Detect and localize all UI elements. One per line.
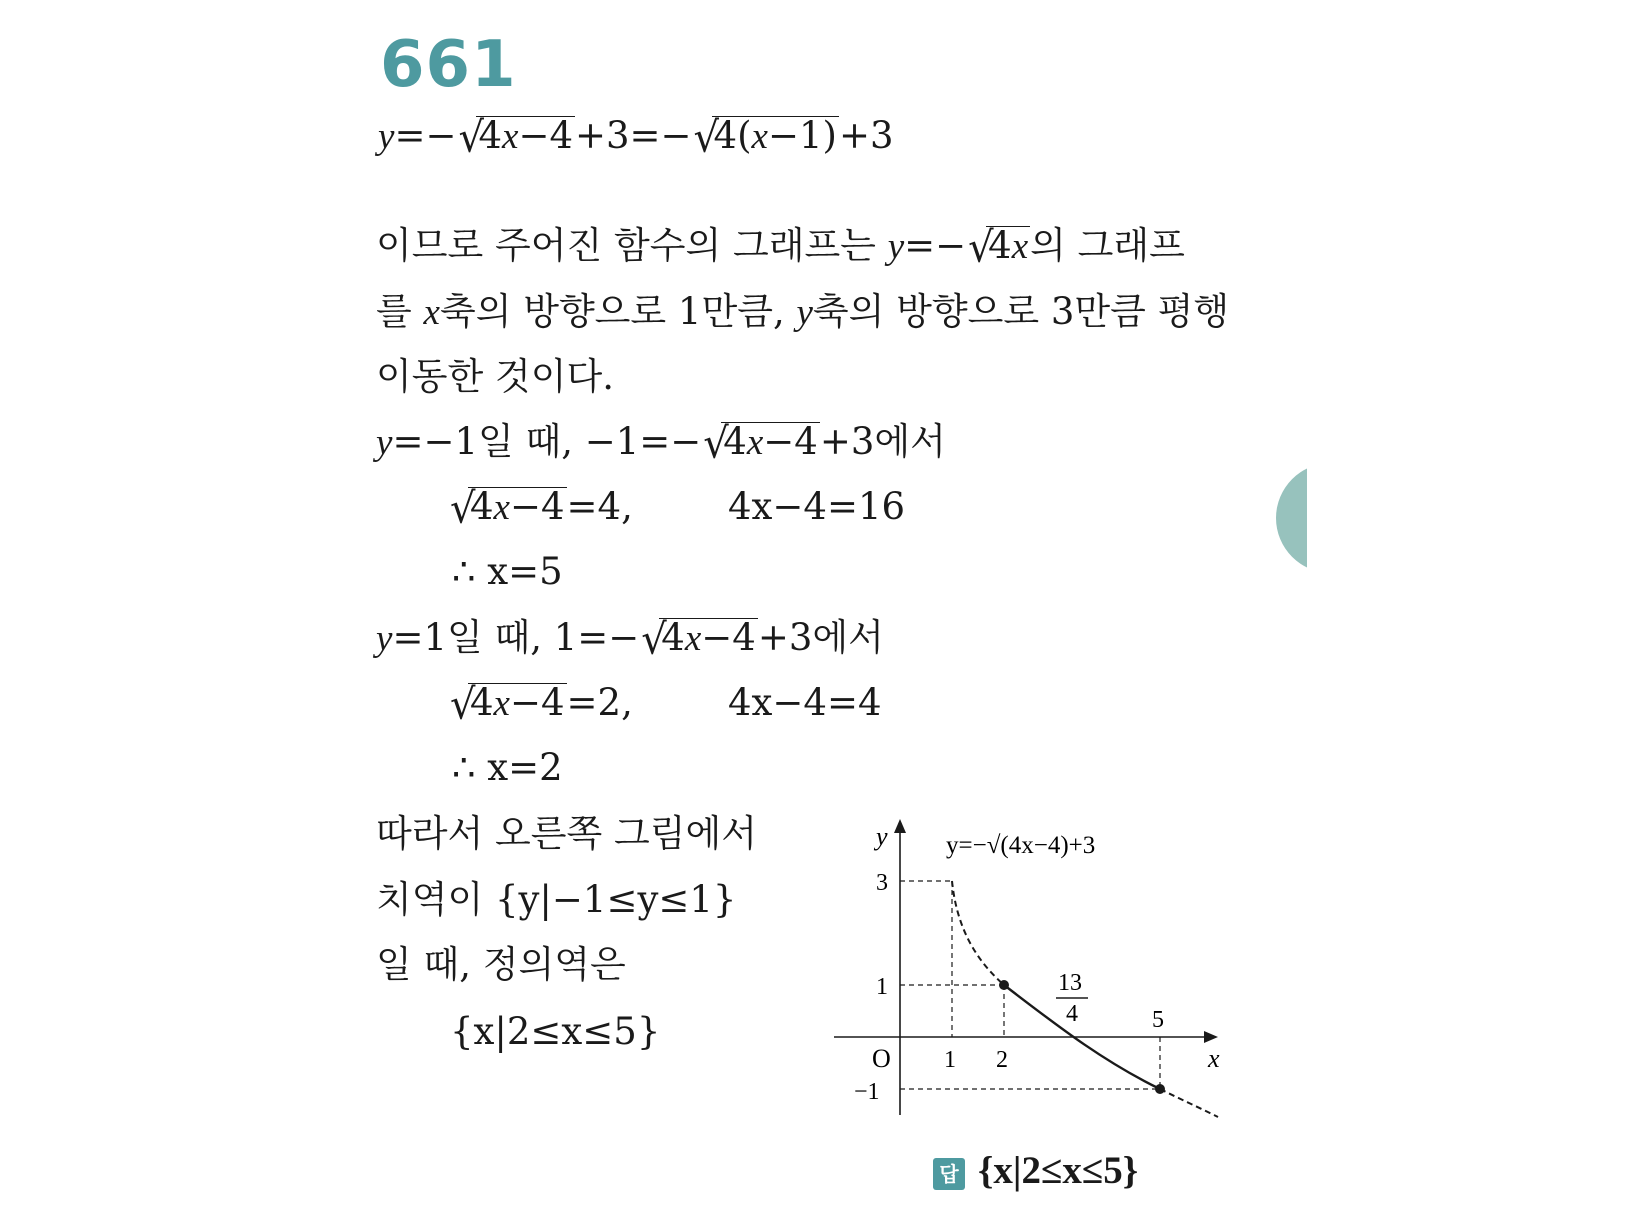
text-line-13: 일 때, 정의역은 — [376, 943, 626, 986]
text-line-8: y=1일 때, 1=− √ 4x−4+3에서 — [376, 615, 884, 665]
fraction-numerator: 13 — [1058, 970, 1082, 996]
text-line-11: 따라서 오른쪽 그림에서 — [376, 812, 757, 855]
text-line-6: √ 4x−4=4, — [450, 484, 633, 534]
text-line-5b: +3에서 — [819, 420, 946, 463]
text-line-9: √ 4x−4=2, — [450, 680, 633, 730]
text-line-3c: 축의 방향으로 3만큼 평행 — [812, 290, 1230, 333]
x-axis-arrow — [1204, 1031, 1218, 1043]
y-tick-m1: −1 — [854, 1079, 880, 1105]
origin-label: O — [872, 1044, 891, 1073]
text-line-2: 이므로 주어진 함수의 그래프는 y=− √ 4x의 그래프 — [376, 223, 1185, 273]
text-line-4: 이동한 것이다. — [376, 355, 614, 398]
y-axis-label: y — [876, 822, 888, 851]
x-tick-2: 2 — [996, 1047, 1008, 1073]
x-axis-label: x — [1208, 1044, 1220, 1073]
answer-badge: 답 — [933, 1158, 965, 1190]
x-tick-5: 5 — [1152, 1007, 1164, 1033]
function-graph — [830, 815, 1250, 1145]
text-line-8a: =1일 때, 1=− — [392, 616, 640, 659]
text-line-3b: 축의 방향으로 1만큼, — [439, 290, 785, 333]
problem-number: 661 — [380, 28, 517, 102]
point-2-1 — [999, 980, 1009, 990]
text-line-5a: =−1일 때, −1=− — [392, 420, 702, 463]
text-line-12: 치역이 {y|−1≤y≤1} — [376, 878, 737, 921]
y-axis-arrow — [894, 819, 906, 833]
curve-dashed-right — [1160, 1089, 1218, 1117]
point-5-m1 — [1155, 1084, 1165, 1094]
text-line-6a: =4, — [566, 485, 633, 528]
side-tab-marker — [1276, 463, 1386, 573]
text-line-9b: 4x−4=4 — [728, 681, 882, 724]
text-line-3a: 를 — [376, 290, 412, 333]
fraction-denominator: 4 — [1066, 1001, 1078, 1027]
graph-equation-label: y=−√(4x−4)+3 — [946, 832, 1096, 859]
y-tick-3: 3 — [876, 870, 888, 896]
text-line-6b: 4x−4=16 — [728, 485, 906, 528]
text-line-8b: +3에서 — [757, 616, 884, 659]
text-line-10: ∴ x=2 — [452, 746, 563, 789]
text-line-9a: =2, — [566, 681, 633, 724]
y-tick-1: 1 — [876, 974, 888, 1000]
text-line-7: ∴ x=5 — [452, 550, 563, 593]
equation-line-1: y=− √ 4x−4+3=− √ 4(x−1)+3 — [378, 113, 894, 163]
text-line-14: {x|2≤x≤5} — [450, 1010, 661, 1053]
curve-dashed-left — [952, 881, 1004, 985]
x-tick-1: 1 — [944, 1047, 956, 1073]
answer-text: {x|2≤x≤5} — [978, 1149, 1139, 1192]
text-line-3: 를 x축의 방향으로 1만큼, y축의 방향으로 3만큼 평행 — [376, 290, 1230, 333]
text-line-2b: 의 그래프 — [1030, 224, 1185, 267]
text-line-2a: 이므로 주어진 함수의 그래프는 — [376, 224, 876, 267]
text-line-5: y=−1일 때, −1=− √ 4x−4+3에서 — [376, 419, 946, 469]
